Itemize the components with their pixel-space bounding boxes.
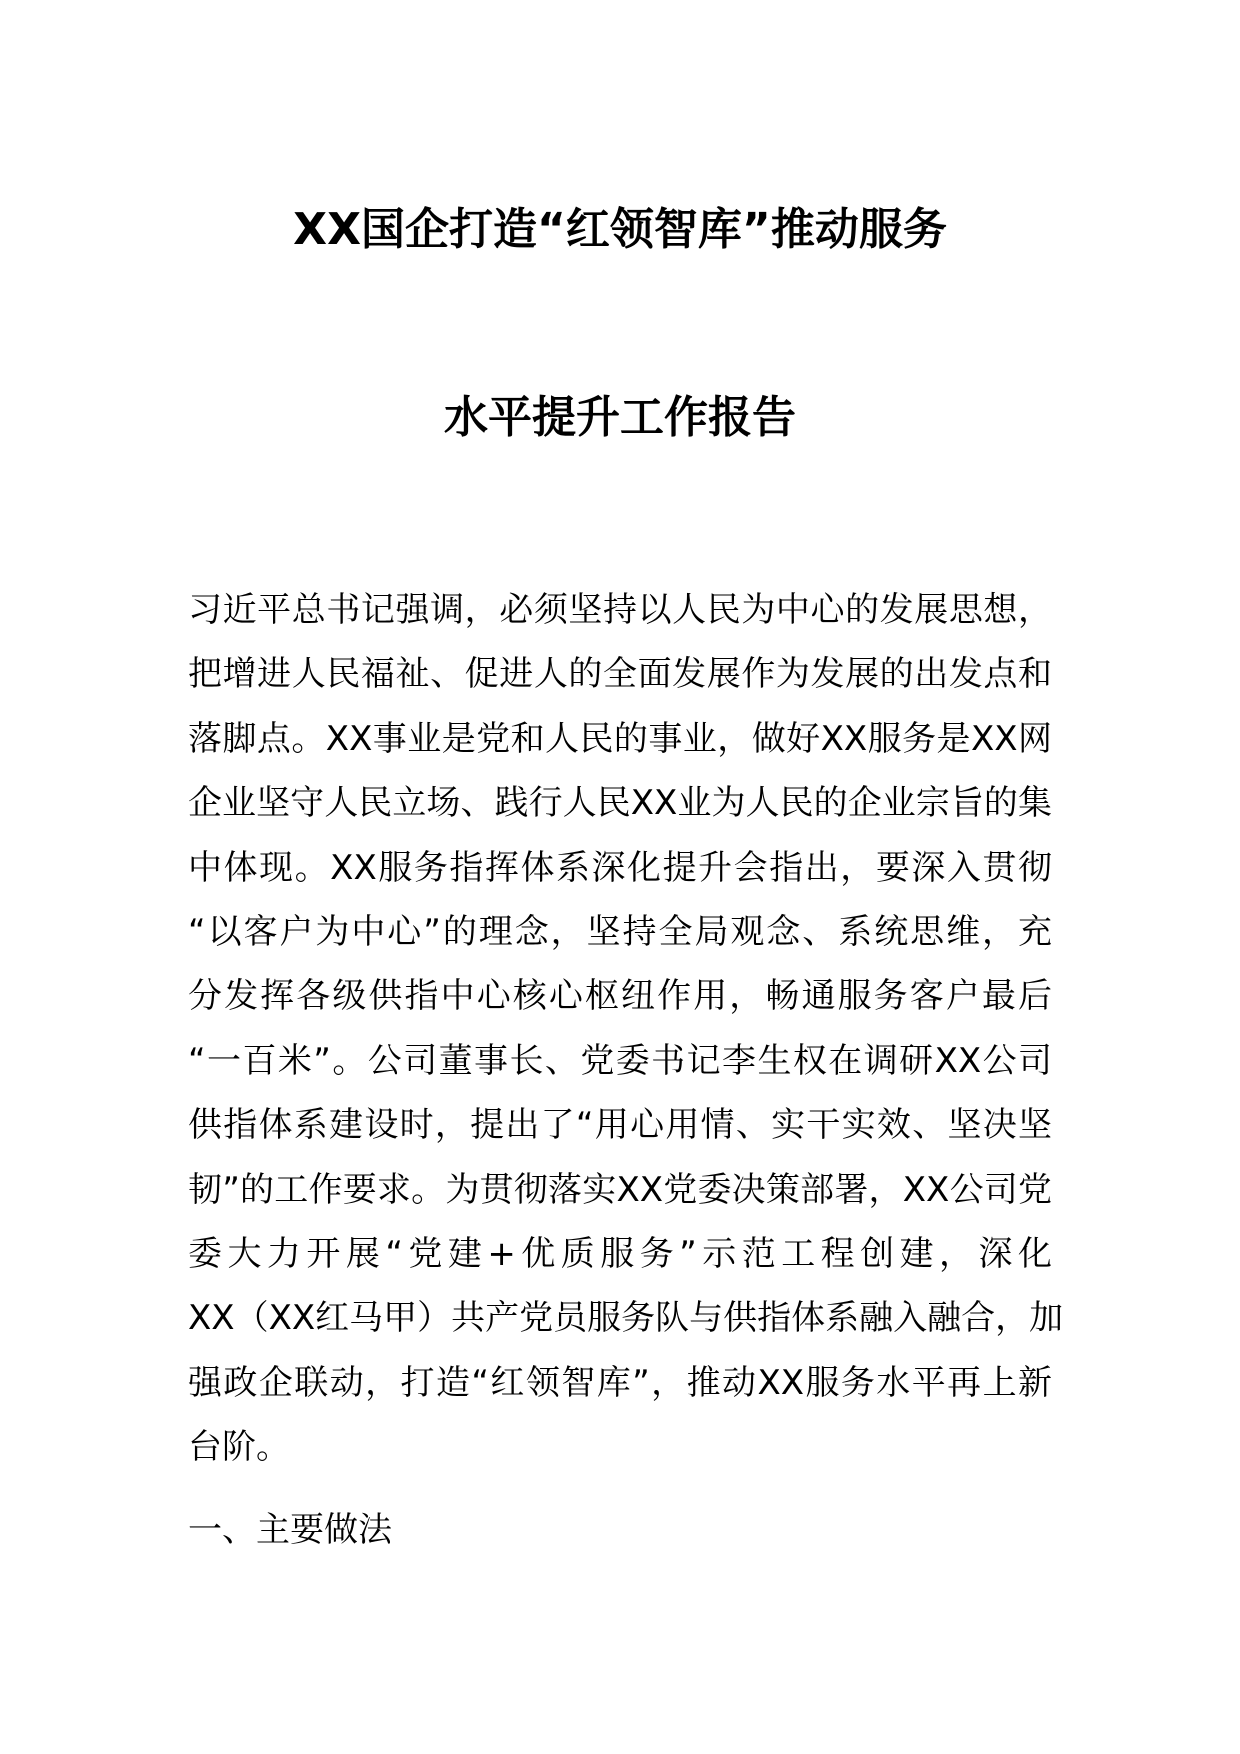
paragraph-line: 委大力开展“党建+优质服务”示范工程创建，深化 xyxy=(188,1233,1052,1274)
paragraph-line: 落脚点。XX事业是党和人民的事业，做好XX服务是XX网 xyxy=(188,718,1052,759)
paragraph-line: “以客户为中心”的理念，坚持全局观念、系统思维，充 xyxy=(188,911,1052,952)
intro-paragraph xyxy=(188,578,1064,1479)
paragraph-line: 把增进人民福祉、促进人的全面发展作为发展的出发点和 xyxy=(188,654,1052,695)
paragraph-line: 习近平总书记强调，必须坚持以人民为中心的发展思想， xyxy=(188,590,1052,630)
section-heading: 一、主要做法 xyxy=(188,1510,392,1550)
paragraph-line: 强政企联动，打造“红领智库”，推动XX服务水平再上新 xyxy=(188,1362,1052,1403)
paragraph-line: 分发挥各级供指中心核心枢纽作用，畅通服务客户最后 xyxy=(188,976,1052,1017)
document-title-line-2: 水平提升工作报告 xyxy=(444,392,796,443)
paragraph-line: 供指体系建设时，提出了“用心用情、实干实效、坚决坚 xyxy=(188,1105,1052,1146)
paragraph-line: 企业坚守人民立场、践行人民XX业为人民的企业宗旨的集 xyxy=(188,783,1052,824)
paragraph-line: “一百米”。公司董事长、党委书记李生权在调研XX公司 xyxy=(188,1040,1052,1081)
paragraph-line: 中体现。XX服务指挥体系深化提升会指出，要深入贯彻 xyxy=(188,847,1052,888)
paragraph-line: 台阶。 xyxy=(188,1427,290,1468)
document-title-line-1: XX国企打造“红领智库”推动服务 xyxy=(293,204,947,255)
paragraph-line: XX（XX红马甲）共产党员服务队与供指体系融入融合，加 xyxy=(188,1298,1064,1339)
paragraph-line: 韧”的工作要求。为贯彻落实XX党委决策部署，XX公司党 xyxy=(188,1169,1052,1210)
